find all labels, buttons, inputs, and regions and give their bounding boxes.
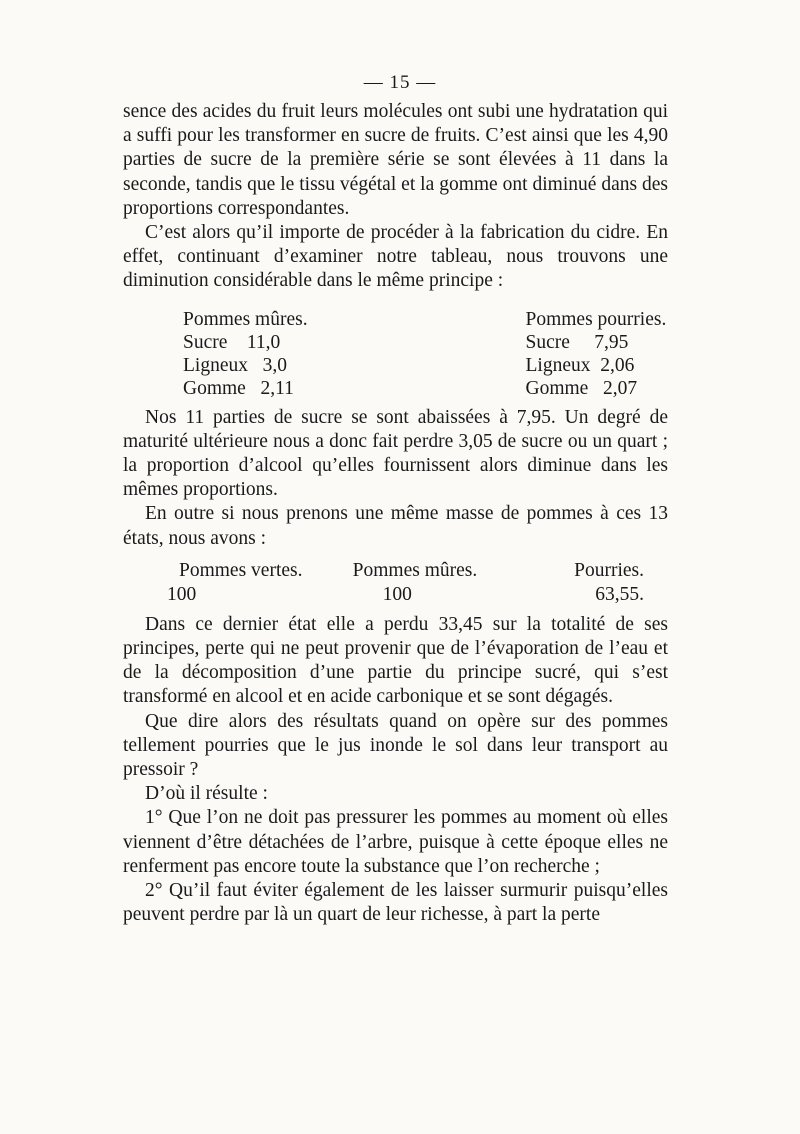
- mass-value-rotten: 63,55.: [595, 583, 644, 605]
- table-heading-ripe: Pommes mûres.: [183, 308, 308, 330]
- page-number: — 15 —: [363, 72, 437, 93]
- paragraph-6: Que dire alors des résultats quand on opère sur des pommes tellement pourries que le jus inonde le sol dans leur transport au pressoir ?: [123, 710, 668, 781]
- composition-table: [123, 308, 668, 400]
- table-row: Ligneux 2,06: [525, 354, 635, 376]
- table-row: Gomme 2,07: [525, 377, 638, 399]
- mass-table: [123, 559, 668, 607]
- mass-heading-rotten: Pourries.: [574, 559, 644, 581]
- table-row: Gomme 2,11: [183, 377, 294, 399]
- paragraph-7: D’où il résulte :: [145, 783, 268, 805]
- paragraph-2: C’est alors qu’il importe de procéder à la fabrication du cidre. En effet, continuant d’examiner notre tableau, nous trouvons une diminution considérable dans le même principe :: [123, 222, 668, 292]
- paragraph-5: Dans ce dernier état elle a perdu 33,45 sur la totalité de ses principes, perte qui ne peut provenir que de l’évaporation de l’eau et de la décomposition d’une partie du principe sucré, qui s’est transformé en alcool et en acide carbonique et se sont dégagés.: [123, 613, 668, 708]
- table-column-rotten: [396, 308, 669, 400]
- paragraph-4: En outre si nous prenons une même masse de pommes à ces 13 états, nous avons :: [123, 503, 668, 549]
- mass-heading-ripe: Pommes mûres.: [352, 559, 478, 581]
- paragraph-3: Nos 11 parties de sucre se sont abaissées à 7,95. Un degré de maturité ultérieure nous a donc fait perdre 3,05 de sucre ou un quart ; la proportion d’alcool qu’elles fournissent alors diminue dans les mêmes proportions.: [123, 406, 668, 501]
- table-heading-rotten: Pommes pourries.: [525, 308, 667, 330]
- table-row: Sucre 7,95: [525, 331, 629, 353]
- table-column-ripe: [123, 308, 396, 400]
- paragraph-8: 1° Que l’on ne doit pas pressurer les pommes au moment où elles viennent d’être détachées de l’arbre, puisque à cette époque elles ne renferment pas encore toute la substance que l’on recherche ;: [123, 807, 668, 877]
- mass-value-green: 100: [167, 583, 197, 605]
- paragraph-1: sence des acides du fruit leurs molécules ont subi une hydratation qui a suffi pour les transformer en sucre de fruits. C’est ainsi que les 4,90 parties de sucre de la première série se sont élevées à 11 dans la seconde, tandis que le tissu végétal et la gomme ont diminué dans des proportions correspondantes.: [123, 101, 668, 219]
- table-row: Sucre 11,0: [183, 331, 281, 353]
- paragraph-9: 2° Qu’il faut éviter également de les laisser surmurir puisqu’elles peuvent perdre par là un quart de leur richesse, à part la perte: [123, 880, 668, 926]
- mass-heading-green: Pommes vertes.: [179, 559, 303, 581]
- mass-value-ripe: 100: [382, 583, 412, 605]
- body-text: [123, 100, 668, 927]
- table-row: Ligneux 3,0: [183, 354, 287, 376]
